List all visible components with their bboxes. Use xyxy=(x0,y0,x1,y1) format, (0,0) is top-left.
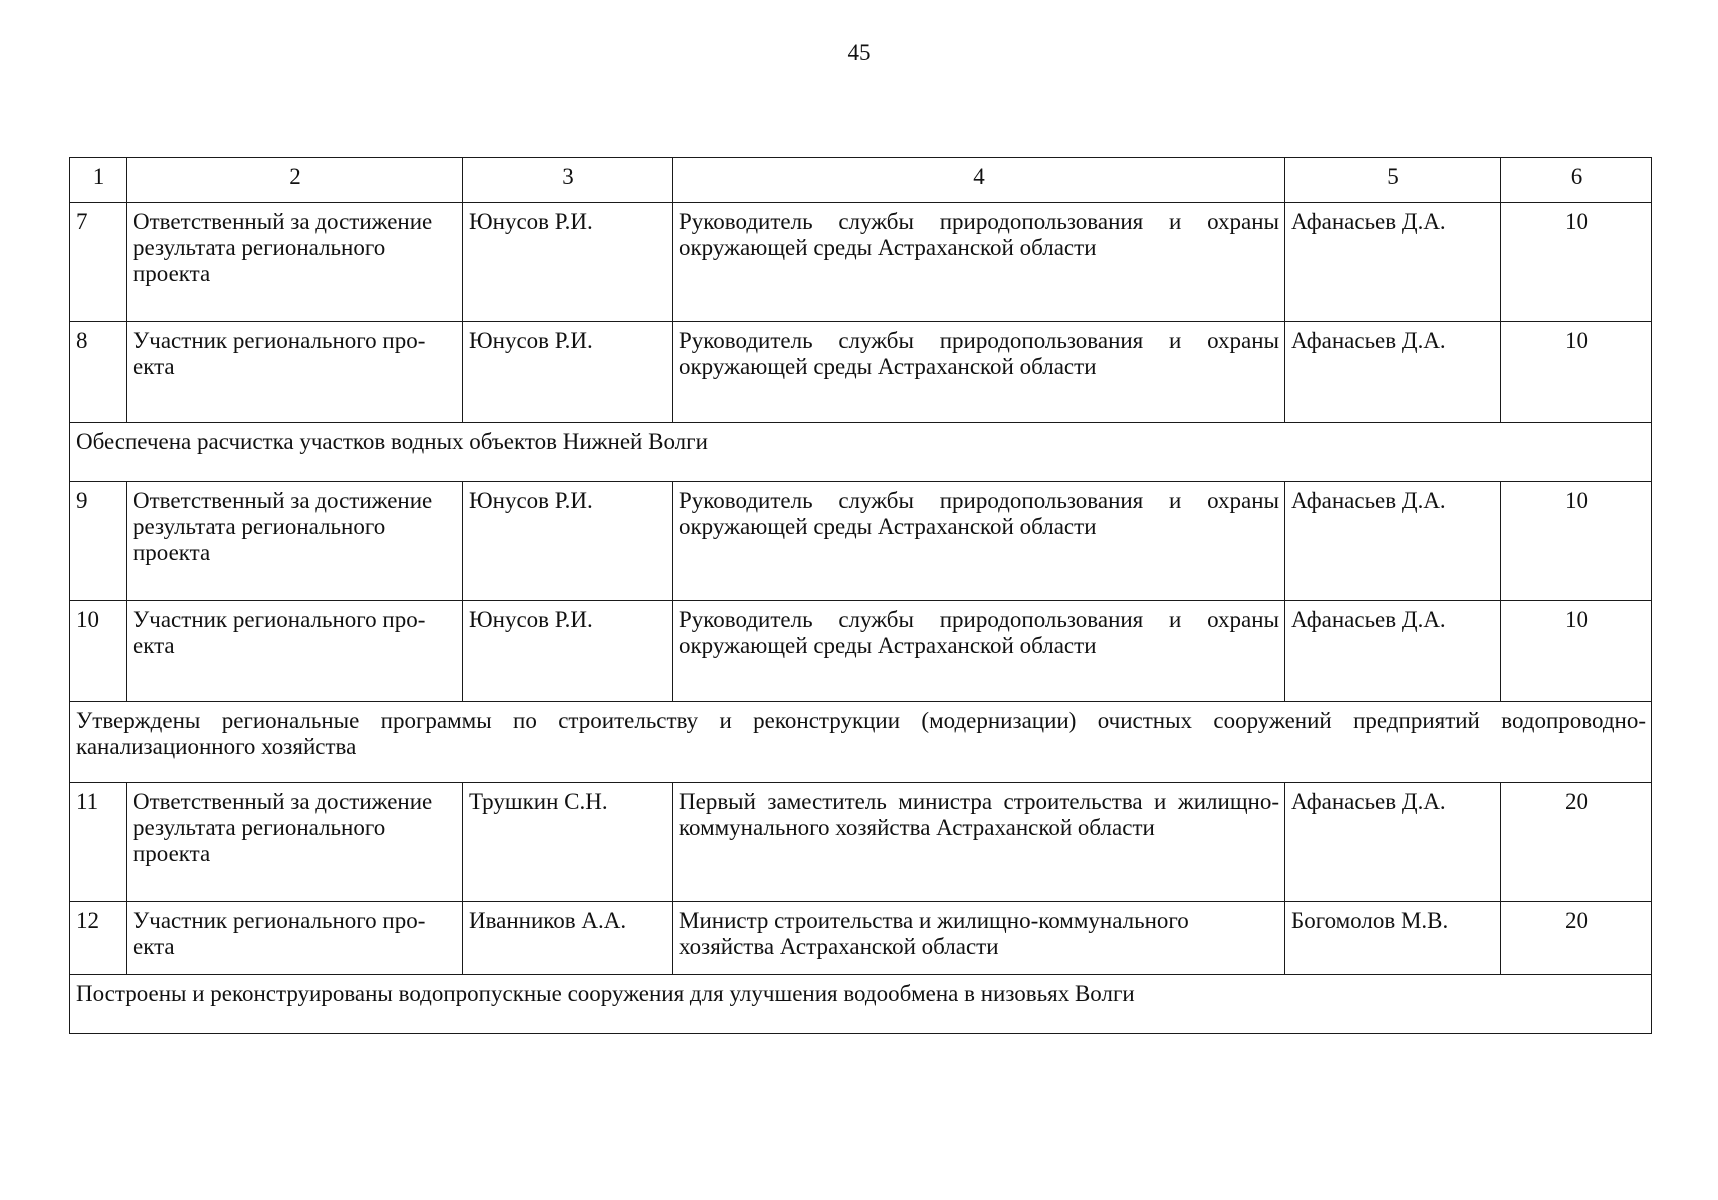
position-cell: Руководитель службы природопользования и охраны окружающей среды Астраханской области xyxy=(673,482,1285,601)
column-header: 2 xyxy=(127,158,463,203)
role-cell: Ответственный за достижение результата регионального проекта xyxy=(127,783,463,902)
person-cell: Трушкин С.Н. xyxy=(463,783,673,902)
person-cell: Юнусов Р.И. xyxy=(463,482,673,601)
row-number: 11 xyxy=(70,783,127,902)
supervisor-cell: Афанасьев Д.А. xyxy=(1285,322,1501,423)
section-title: Построены и реконструированы водопропускные сооружения для улучшения водообмена в низовьях Волги xyxy=(70,975,1652,1034)
table-row xyxy=(70,601,1652,702)
section-row xyxy=(70,702,1652,783)
position-cell: Руководитель службы природопользования и охраны окружающей среды Астраханской области xyxy=(673,601,1285,702)
person-cell: Юнусов Р.И. xyxy=(463,601,673,702)
section-title: Обеспечена расчистка участков водных объектов Нижней Волги xyxy=(70,423,1652,482)
section-row xyxy=(70,975,1652,1034)
table-row xyxy=(70,783,1652,902)
table-row xyxy=(70,203,1652,322)
table-header-row xyxy=(70,158,1652,203)
row-number: 7 xyxy=(70,203,127,322)
role-cell: Ответственный за достижение результата регионального проекта xyxy=(127,203,463,322)
person-cell: Юнусов Р.И. xyxy=(463,203,673,322)
value-cell: 20 xyxy=(1501,902,1652,975)
value-cell: 10 xyxy=(1501,322,1652,423)
column-header: 5 xyxy=(1285,158,1501,203)
position-cell: Руководитель службы природопользования и охраны окружающей среды Астраханской области xyxy=(673,322,1285,423)
row-number: 9 xyxy=(70,482,127,601)
section-row xyxy=(70,423,1652,482)
supervisor-cell: Богомолов М.В. xyxy=(1285,902,1501,975)
column-header: 3 xyxy=(463,158,673,203)
value-cell: 10 xyxy=(1501,203,1652,322)
value-cell: 10 xyxy=(1501,482,1652,601)
position-cell: Министр строительства и жилищно-коммунального хозяйства Астраханской области xyxy=(673,902,1285,975)
person-cell: Юнусов Р.И. xyxy=(463,322,673,423)
person-cell: Иванников А.А. xyxy=(463,902,673,975)
row-number: 12 xyxy=(70,902,127,975)
responsibility-table xyxy=(69,157,1652,1034)
column-header: 6 xyxy=(1501,158,1652,203)
position-cell: Первый заместитель министра строительства и жилищно-коммунального хозяйства Астраханской области xyxy=(673,783,1285,902)
supervisor-cell: Афанасьев Д.А. xyxy=(1285,203,1501,322)
table-row xyxy=(70,322,1652,423)
supervisor-cell: Афанасьев Д.А. xyxy=(1285,783,1501,902)
page-number: 45 xyxy=(847,40,871,65)
section-title: Утверждены региональные программы по строительству и реконструкции (модернизации) очистных сооружений предприятий водопроводно-канализационного хозяйства xyxy=(70,702,1652,783)
value-cell: 20 xyxy=(1501,783,1652,902)
supervisor-cell: Афанасьев Д.А. xyxy=(1285,482,1501,601)
role-cell: Участник регионального про-екта xyxy=(127,902,463,975)
position-cell: Руководитель службы природопользования и охраны окружающей среды Астраханской области xyxy=(673,203,1285,322)
column-header: 4 xyxy=(673,158,1285,203)
role-cell: Участник регионального про-екта xyxy=(127,322,463,423)
table-row xyxy=(70,902,1652,975)
value-cell: 10 xyxy=(1501,601,1652,702)
column-header: 1 xyxy=(70,158,127,203)
role-cell: Ответственный за достижение результата регионального проекта xyxy=(127,482,463,601)
table-row xyxy=(70,482,1652,601)
supervisor-cell: Афанасьев Д.А. xyxy=(1285,601,1501,702)
row-number: 8 xyxy=(70,322,127,423)
row-number: 10 xyxy=(70,601,127,702)
role-cell: Участник регионального про-екта xyxy=(127,601,463,702)
